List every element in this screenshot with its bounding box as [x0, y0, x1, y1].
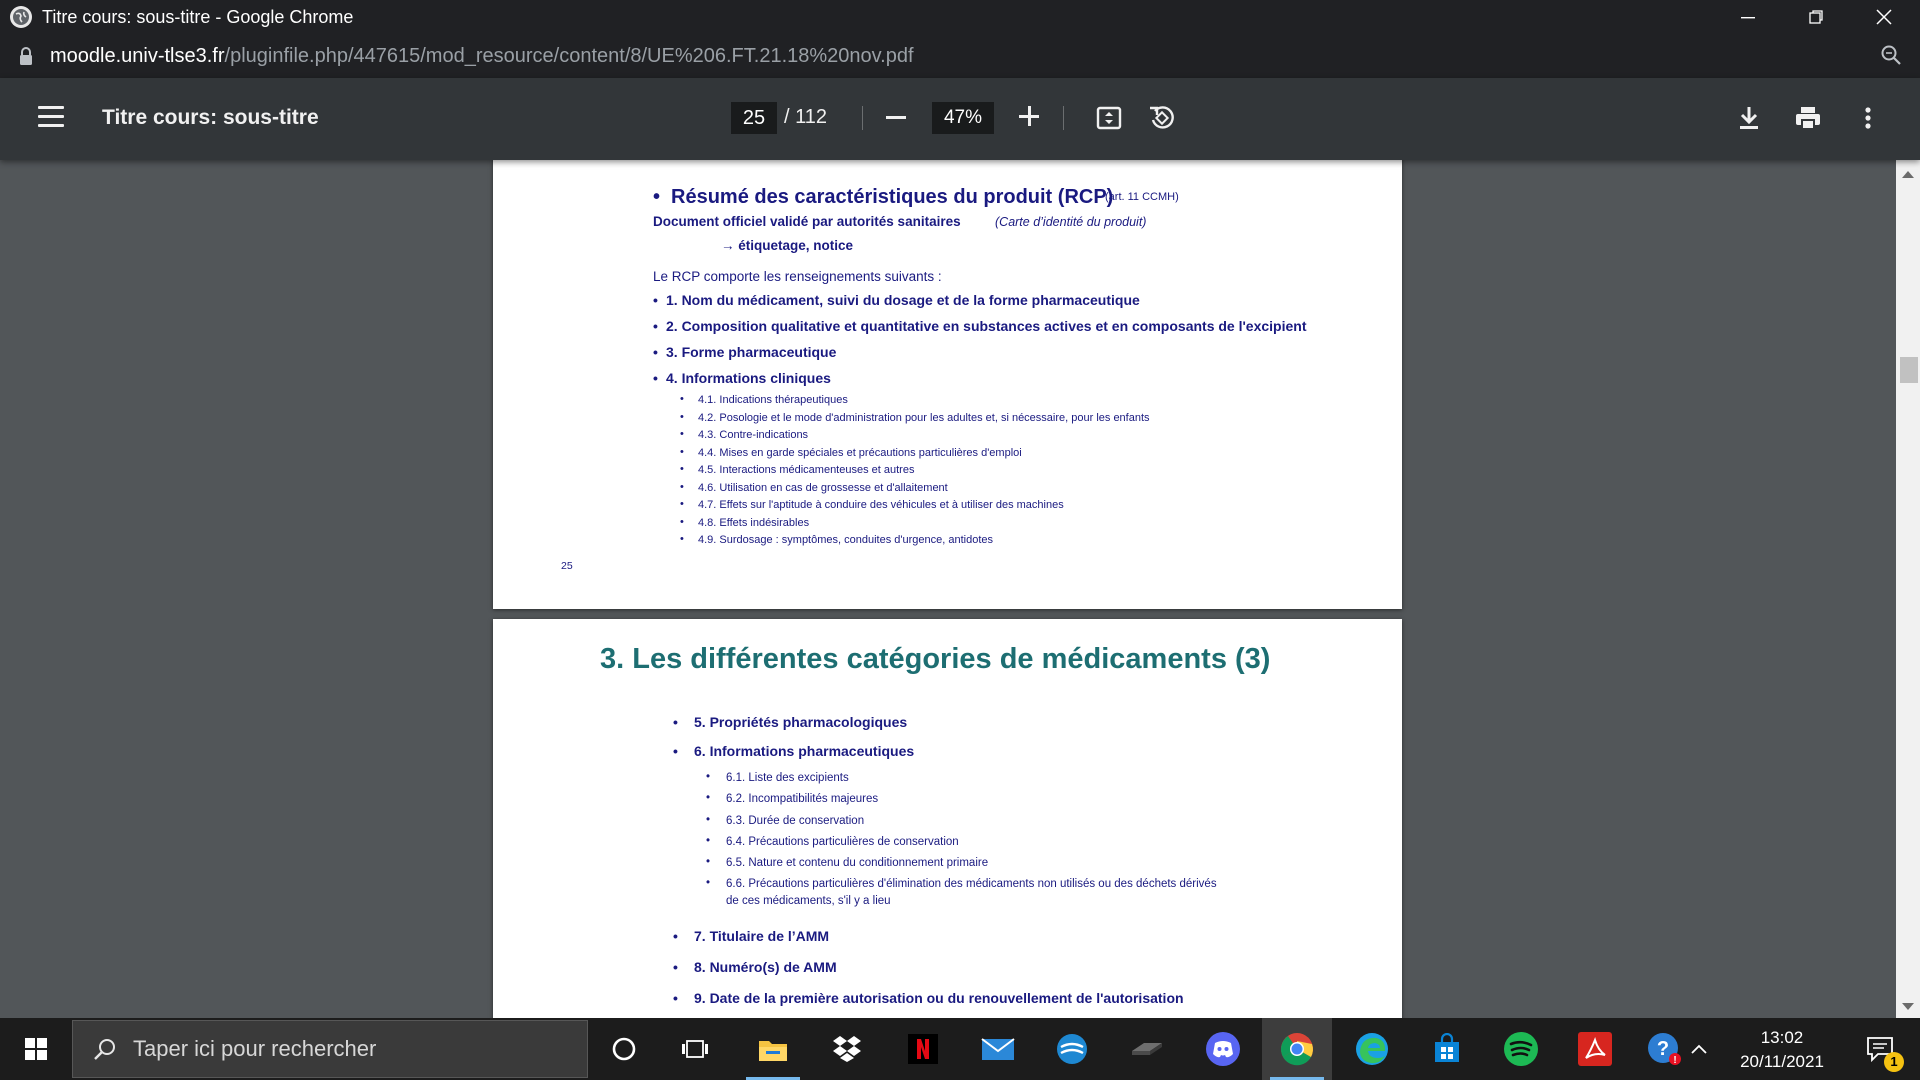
rcp-subitem: 4.9. Surdosage : symptômes, conduites d'urgence, antidotes: [698, 534, 993, 546]
url-text[interactable]: [50, 45, 914, 68]
official-doc-note: (Carte d’identité du produit): [995, 215, 1147, 229]
discord-icon[interactable]: [1188, 1018, 1258, 1080]
download-icon[interactable]: [1733, 102, 1765, 134]
bullet: •: [706, 835, 711, 847]
page-number: 25: [561, 560, 573, 572]
arrow-line: → étiquetage, notice: [721, 238, 854, 253]
zoom-level-input[interactable]: 47%: [932, 102, 994, 134]
window-title: Titre cours: sous-titre - Google Chrome: [42, 6, 354, 27]
hamburger-menu-icon[interactable]: [38, 106, 64, 128]
bullet: •: [673, 714, 678, 730]
globe-icon: [10, 6, 32, 28]
task-view-icon[interactable]: [660, 1018, 730, 1080]
edge-icon[interactable]: [1337, 1018, 1407, 1080]
spotify-icon[interactable]: [1486, 1018, 1556, 1080]
rcp-item: 9. Date de la première autorisation ou du renouvellement de l'autorisation: [694, 990, 1184, 1006]
rcp-subitem: 4.6. Utilisation en cas de grossesse et d'allaitement: [698, 482, 948, 494]
rcp-subitem: 6.6. Précautions particulières d'élimination des médicaments non utilisés ou des déchets dérivés: [726, 878, 1217, 890]
bullet: •: [680, 428, 684, 440]
pdf-page-26: [493, 619, 1402, 1018]
bullet: •: [680, 533, 684, 545]
svg-text:!: !: [1673, 1055, 1677, 1066]
page-total: / 112: [784, 106, 827, 128]
rcp-item: 7. Titulaire de l’AMM: [694, 928, 830, 944]
windows-start-icon[interactable]: [0, 1018, 72, 1080]
windows-taskbar: [0, 1018, 1920, 1080]
bullet: •: [673, 743, 678, 759]
bullet: •: [673, 990, 678, 1006]
toolbar-divider: [862, 106, 863, 130]
rcp-intro: Le RCP comporte les renseignements suivants :: [653, 269, 942, 284]
rcp-subitem: 6.1. Liste des excipients: [726, 772, 849, 784]
rcp-subitem: 4.7. Effets sur l'aptitude à conduire des véhicules et à utiliser des machines: [698, 499, 1064, 511]
dropbox-icon[interactable]: [812, 1018, 882, 1080]
network-app-icon[interactable]: [1037, 1018, 1107, 1080]
bullet: •: [673, 928, 678, 944]
bullet: •: [680, 463, 684, 475]
bullet: •: [680, 411, 684, 423]
bullet: •: [673, 959, 678, 975]
netflix-icon[interactable]: [888, 1018, 958, 1080]
pdf-viewer[interactable]: [0, 160, 1920, 1018]
taskbar-search-input[interactable]: [72, 1020, 588, 1078]
magnifier-icon[interactable]: [1880, 44, 1902, 71]
bullet: •: [653, 370, 658, 386]
more-options-icon[interactable]: [1852, 102, 1884, 134]
rcp-subitem: 6.5. Nature et contenu du conditionnement primaire: [726, 857, 989, 869]
bullet: •: [680, 481, 684, 493]
zoom-out-button[interactable]: [886, 116, 906, 119]
rcp-heading: Résumé des caractéristiques du produit (RCP): [671, 186, 1114, 208]
rcp-item: 1. Nom du médicament, suivi du dosage et de la forme pharmaceutique: [666, 292, 1140, 308]
rcp-subitem: 4.3. Contre-indications: [698, 429, 809, 441]
notification-center-icon[interactable]: [1846, 1018, 1916, 1080]
rcp-subitem: 6.4. Précautions particulières de conservation: [726, 836, 959, 848]
scroll-down-arrow[interactable]: [1902, 1003, 1914, 1010]
official-doc-line: Document officiel validé par autorités sanitaires: [653, 214, 961, 229]
bullet: •: [706, 877, 711, 889]
rcp-subitem: 4.5. Interactions médicamenteuses et autres: [698, 464, 915, 476]
bullet: •: [706, 814, 711, 826]
drive-icon[interactable]: [1112, 1018, 1182, 1080]
close-button[interactable]: [1850, 0, 1918, 34]
rcp-item: 2. Composition qualitative et quantitative en substances actives et en composants de l'excipient: [666, 318, 1307, 334]
rcp-item: 6. Informations pharmaceutiques: [694, 743, 915, 759]
address-bar[interactable]: [0, 34, 1920, 78]
rcp-subitem: 4.2. Posologie et le mode d'administration pour les adultes et, si nécessaire, pour les enfants: [698, 412, 1150, 424]
window-title-bar: [0, 0, 1920, 34]
lock-icon[interactable]: [18, 46, 34, 66]
mail-icon[interactable]: [963, 1018, 1033, 1080]
clock-date: 20/11/2021: [1740, 1052, 1824, 1071]
rcp-subitem: 4.8. Effets indésirables: [698, 517, 810, 529]
taskbar-clock[interactable]: [1732, 1026, 1832, 1074]
bullet: •: [680, 393, 684, 405]
rcp-heading-ref: (art. 11 CCMH): [1105, 191, 1179, 203]
search-icon: [93, 1037, 117, 1061]
rcp-subitem: 4.4. Mises en garde spéciales et précautions particulières d'emploi: [698, 447, 1022, 459]
bullet: •: [706, 856, 711, 868]
svg-text:?: ?: [1656, 1038, 1670, 1060]
rcp-item: 3. Forme pharmaceutique: [666, 344, 837, 360]
print-icon[interactable]: [1792, 102, 1824, 134]
zoom-in-button[interactable]: [1019, 106, 1041, 128]
pdf-page-25: [493, 160, 1402, 609]
bullet: •: [653, 292, 658, 308]
pdf-toolbar: [0, 78, 1920, 160]
url-host: moodle.univ-tlse3.fr: [50, 44, 225, 67]
notification-count-badge: 1: [1884, 1052, 1904, 1072]
rcp-subitem: 6.2. Incompatibilités majeures: [726, 793, 879, 805]
rcp-subitem: 4.1. Indications thérapeutiques: [698, 394, 848, 406]
rcp-item: 8. Numéro(s) de AMM: [694, 959, 837, 975]
rcp-subitem: 6.3. Durée de conservation: [726, 815, 865, 827]
rotate-icon[interactable]: [1146, 102, 1178, 134]
rcp-item: 5. Propriétés pharmacologiques: [694, 714, 908, 730]
rcp-item: 4. Informations cliniques: [666, 370, 831, 386]
restore-button[interactable]: [1782, 0, 1850, 34]
chrome-icon[interactable]: [1262, 1018, 1332, 1080]
page-number-input[interactable]: 25: [731, 102, 777, 134]
scroll-up-arrow[interactable]: [1902, 171, 1914, 178]
scrollbar-thumb[interactable]: [1900, 357, 1918, 383]
document-title: Titre cours: sous-titre: [102, 106, 319, 129]
bullet: •: [680, 446, 684, 458]
bullet: •: [653, 344, 658, 360]
cortana-icon[interactable]: [589, 1018, 659, 1080]
bullet: •: [680, 498, 684, 510]
vertical-scrollbar[interactable]: [1896, 160, 1920, 1018]
minimize-button[interactable]: [1714, 0, 1782, 34]
fit-page-icon[interactable]: [1093, 102, 1125, 134]
toolbar-divider: [1063, 106, 1064, 130]
bullet: •: [653, 186, 661, 208]
bullet: •: [680, 516, 684, 528]
show-hidden-icons-chevron-icon[interactable]: [1674, 1018, 1724, 1080]
store-icon[interactable]: [1412, 1018, 1482, 1080]
slide-title: 3. Les différentes catégories de médicaments (3): [600, 643, 1271, 675]
rcp-subitem-continued: de ces médicaments, s'il y a lieu: [726, 895, 891, 907]
clock-time: 13:02: [1760, 1028, 1804, 1047]
acrobat-icon[interactable]: [1560, 1018, 1630, 1080]
search-placeholder: Taper ici pour rechercher: [133, 1036, 377, 1061]
bullet: •: [706, 771, 711, 783]
bullet: •: [706, 792, 711, 804]
bullet: •: [653, 318, 658, 334]
file-explorer-icon[interactable]: [738, 1018, 808, 1080]
url-path: /pluginfile.php/447615/mod_resource/content/8/UE%206.FT.21.18%20nov.pdf: [224, 44, 914, 67]
